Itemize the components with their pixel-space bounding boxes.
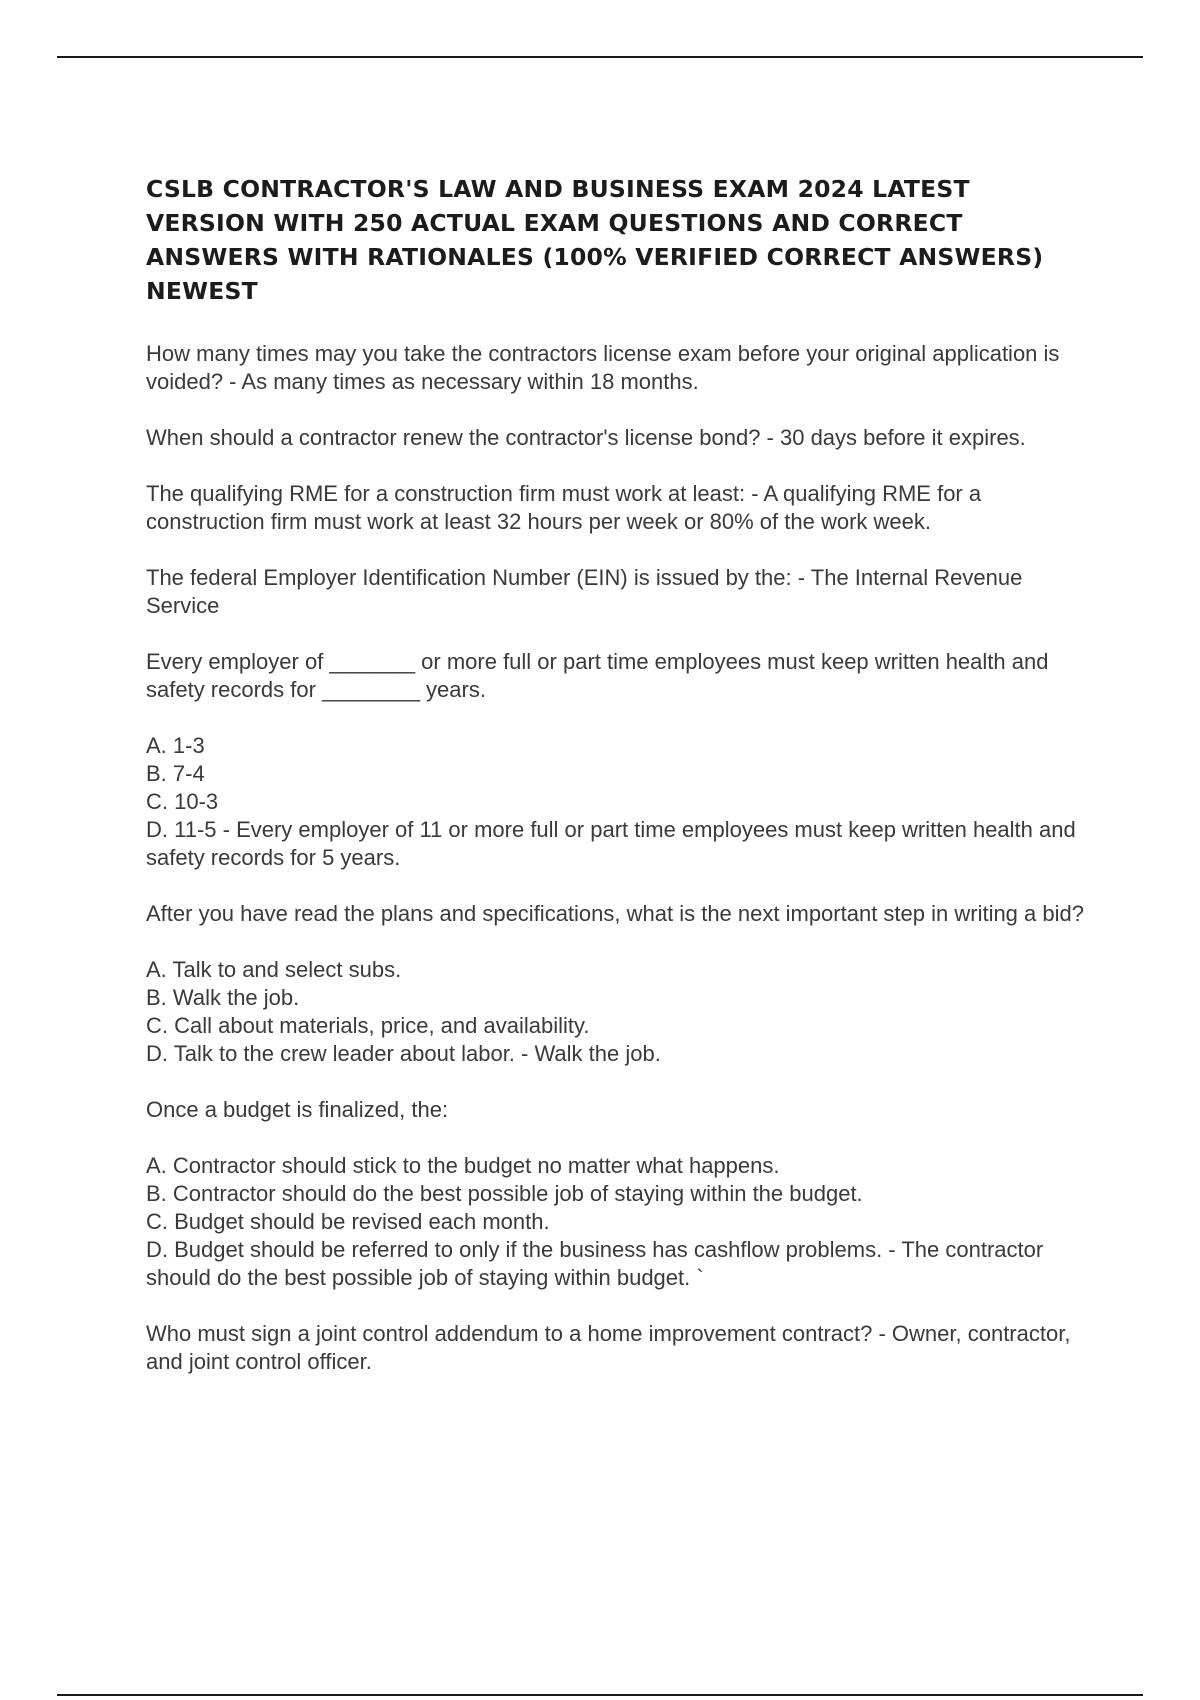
qa-item-4 — [146, 564, 1086, 620]
answer-option: A. 1-3 — [146, 733, 205, 758]
answer-option: D. Talk to the crew leader about labor. - Walk the job. — [146, 1041, 661, 1066]
answer-option: B. 7-4 — [146, 761, 205, 786]
qa-item-6 — [146, 900, 1086, 1068]
qa-item-5 — [146, 648, 1086, 872]
document-title: CSLB CONTRACTOR'S LAW AND BUSINESS EXAM 2024 LATEST VERSION WITH 250 ACTUAL EXAM QUESTIONS AND CORRECT ANSWERS WITH RATIONALES (100% VERIFIED CORRECT ANSWERS) NEWEST — [146, 175, 1044, 305]
document-body — [146, 172, 1086, 1404]
qa-item-3 — [146, 480, 1086, 536]
answer-option: A. Talk to and select subs. — [146, 957, 402, 982]
answer-option: A. Contractor should stick to the budget no matter what happens. — [146, 1153, 780, 1178]
answer-option: C. 10-3 — [146, 789, 219, 814]
answer-option: B. Walk the job. — [146, 985, 300, 1010]
qa-item-8 — [146, 1320, 1086, 1376]
answer-option: D. Budget should be referred to only if the business has cashflow problems. - The contractor should do the best possible job of staying within budget. ` — [146, 1237, 1044, 1290]
answer-options — [146, 732, 1086, 872]
qa-item-1 — [146, 340, 1086, 396]
answer-options — [146, 1152, 1086, 1292]
qa-item-2 — [146, 424, 1086, 452]
question-text: The qualifying RME for a construction firm must work at least: - A qualifying RME for a construction firm must work at least 32 hours per week or 80% of the work week. — [146, 481, 982, 534]
question-text: The federal Employer Identification Number (EIN) is issued by the: - The Internal Revenue Service — [146, 565, 1023, 618]
qa-item-7 — [146, 1096, 1086, 1292]
answer-option: B. Contractor should do the best possible job of staying within the budget. — [146, 1181, 863, 1206]
answer-option: C. Budget should be revised each month. — [146, 1209, 550, 1234]
question-text: How many times may you take the contractors license exam before your original application is voided? - As many times as necessary within 18 months. — [146, 341, 1060, 394]
bottom-rule — [57, 1694, 1143, 1696]
question-text: When should a contractor renew the contractor's license bond? - 30 days before it expires. — [146, 425, 1026, 450]
answer-options — [146, 956, 1086, 1068]
answer-option: C. Call about materials, price, and availability. — [146, 1013, 590, 1038]
answer-option: D. 11-5 - Every employer of 11 or more full or part time employees must keep written health and safety records for 5 years. — [146, 817, 1076, 870]
top-rule — [57, 56, 1143, 58]
question-text: Every employer of _______ or more full or part time employees must keep written health and safety records for ________ years. — [146, 649, 1049, 702]
question-text: Who must sign a joint control addendum to a home improvement contract? - Owner, contractor, and joint control officer. — [146, 1321, 1071, 1374]
question-text: Once a budget is finalized, the: — [146, 1097, 449, 1122]
question-text: After you have read the plans and specifications, what is the next important step in writing a bid? — [146, 901, 1084, 926]
